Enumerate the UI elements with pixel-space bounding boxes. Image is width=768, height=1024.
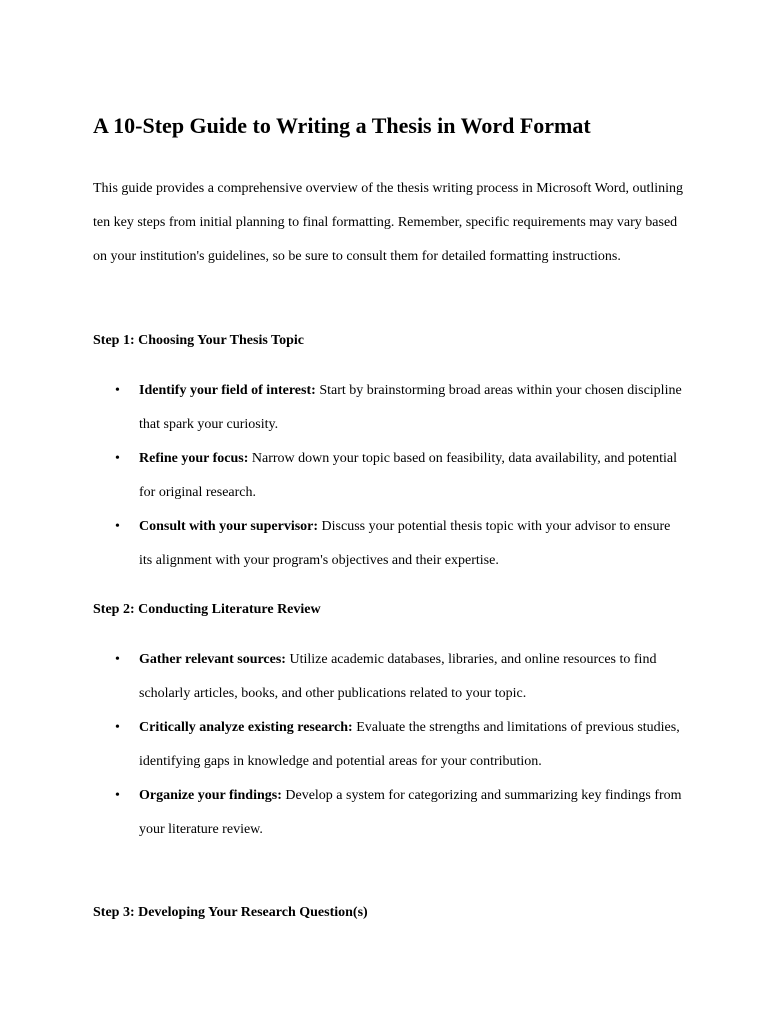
list-item bbox=[93, 510, 683, 578]
bullet-term: Critically analyze existing research: bbox=[139, 720, 353, 735]
list-item bbox=[93, 374, 683, 442]
bullet-term: Identify your field of interest: bbox=[139, 383, 316, 398]
step-3-heading: Step 3: Developing Your Research Question(s) bbox=[93, 905, 368, 920]
bullet-icon: • bbox=[115, 519, 120, 534]
list-item bbox=[93, 442, 683, 510]
bullet-term: Gather relevant sources: bbox=[139, 652, 286, 667]
list-item bbox=[93, 711, 683, 779]
bullet-text: Start by brainstorming broad areas within your chosen discipline that spark your curiosity. bbox=[139, 383, 682, 432]
bullet-icon: • bbox=[115, 788, 120, 803]
bullet-text: Discuss your potential thesis topic with your advisor to ensure its alignment with your program's objectives and their expertise. bbox=[139, 519, 671, 568]
document-title: A 10-Step Guide to Writing a Thesis in Word Format bbox=[93, 113, 591, 138]
step-2-heading: Step 2: Conducting Literature Review bbox=[93, 602, 321, 617]
step-1-bullet-list bbox=[93, 374, 683, 578]
bullet-term: Consult with your supervisor: bbox=[139, 519, 319, 534]
bullet-term: Organize your findings: bbox=[139, 788, 282, 803]
step-1-heading: Step 1: Choosing Your Thesis Topic bbox=[93, 333, 304, 348]
list-item bbox=[93, 643, 683, 711]
bullet-text: Evaluate the strengths and limitations of previous studies, identifying gaps in knowledge and potential areas for your contribution. bbox=[139, 720, 680, 769]
bullet-text: Utilize academic databases, libraries, and online resources to find scholarly articles, books, and other publications related to your topic. bbox=[139, 652, 657, 701]
list-item bbox=[93, 779, 683, 847]
bullet-text: Develop a system for categorizing and summarizing key findings from your literature review. bbox=[139, 788, 682, 837]
bullet-icon: • bbox=[115, 451, 120, 466]
bullet-icon: • bbox=[115, 652, 120, 667]
bullet-text: Narrow down your topic based on feasibility, data availability, and potential for original research. bbox=[139, 451, 677, 500]
step-2-bullet-list bbox=[93, 643, 683, 847]
intro-paragraph: This guide provides a comprehensive overview of the thesis writing process in Microsoft Word, outlining ten key steps from initial planning to final formatting. Remember, specific requirements may vary based on your institution's guidelines, so be sure to consult them for detailed formatting instructions. bbox=[93, 181, 684, 264]
bullet-icon: • bbox=[115, 720, 120, 735]
bullet-icon: • bbox=[115, 383, 120, 398]
bullet-term: Refine your focus: bbox=[139, 451, 249, 466]
